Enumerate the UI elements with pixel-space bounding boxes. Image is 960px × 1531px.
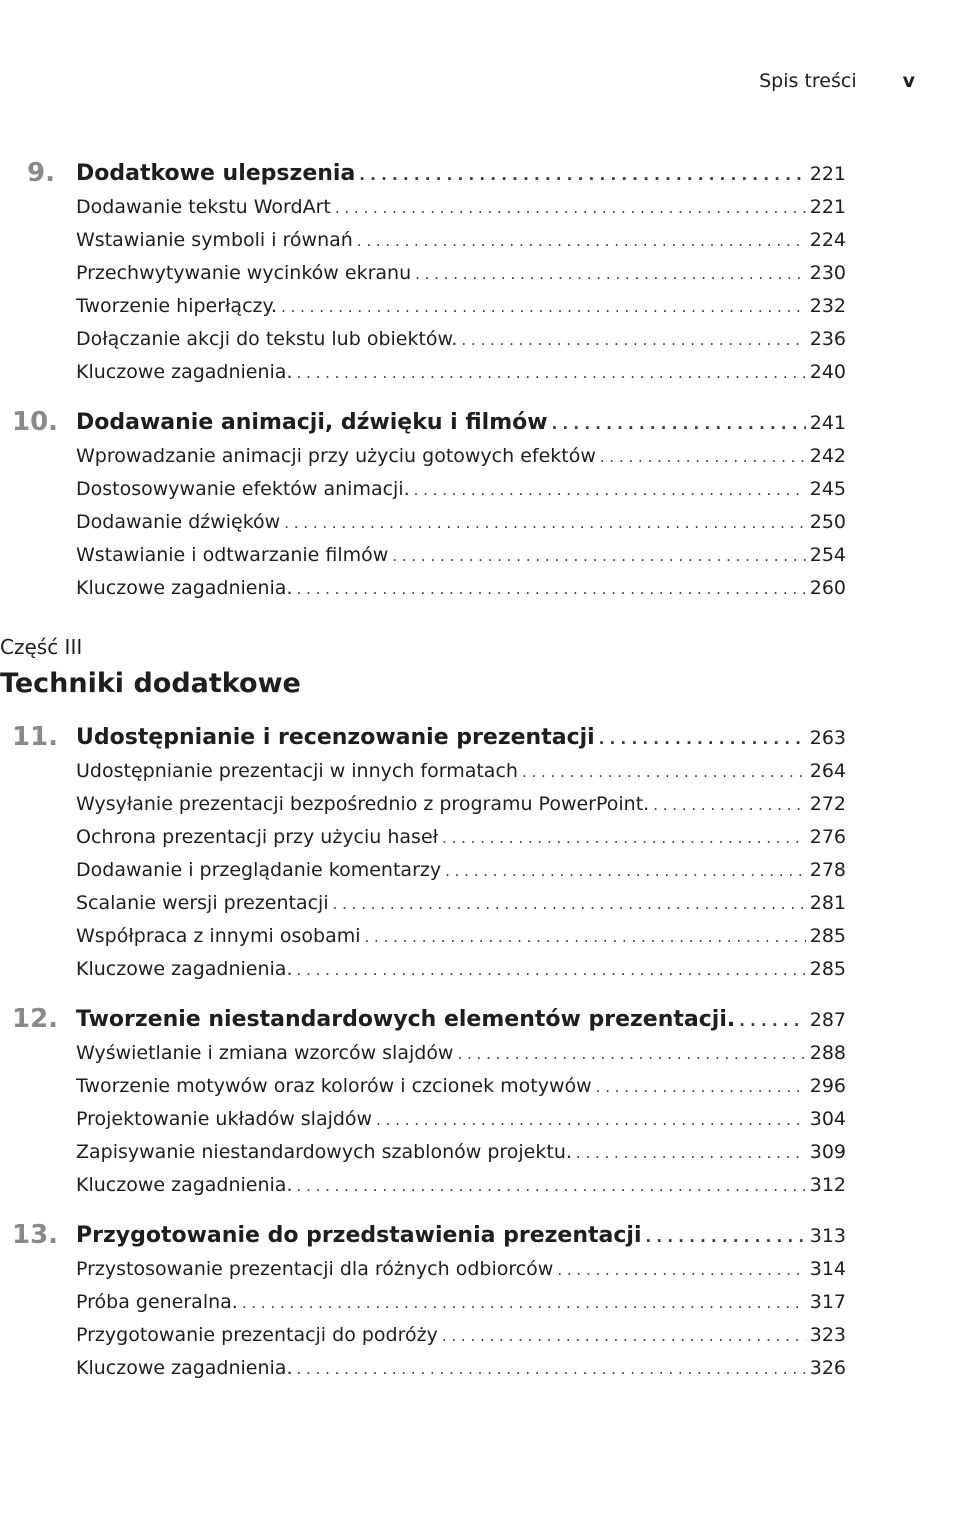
dot-leader — [522, 756, 806, 789]
toc-section-entry[interactable] — [76, 440, 846, 473]
section-title: Ochrona prezentacji przy użyciu haseł — [76, 826, 439, 848]
page-number: 272 — [809, 793, 846, 815]
chapter-number: 9. — [27, 158, 55, 188]
toc-section-entry[interactable] — [76, 1319, 846, 1352]
chapter-title: Dodatkowe ulepszenia — [76, 161, 356, 186]
section-title: Kluczowe zagadnienia. — [76, 1357, 293, 1379]
toc-section-entry[interactable] — [76, 191, 846, 224]
page-number: 254 — [809, 544, 846, 566]
page-number: 314 — [809, 1258, 846, 1280]
section-title: Tworzenie motywów oraz kolorów i czcionek motywów — [76, 1075, 592, 1097]
page-number: 232 — [809, 295, 846, 317]
dot-leader — [646, 1221, 806, 1254]
toc-section-entry[interactable] — [76, 1103, 846, 1136]
section-title: Dołączanie akcji do tekstu lub obiektów. — [76, 328, 458, 350]
section-title: Zapisywanie niestandardowych szablonów projektu. — [76, 1141, 572, 1163]
section-title: Dodawanie tekstu WordArt — [76, 196, 331, 218]
running-header — [759, 70, 915, 92]
dot-leader — [457, 1038, 805, 1071]
dot-leader — [392, 540, 805, 573]
section-title: Przechwytywanie wycinków ekranu — [76, 262, 412, 284]
section-title: Kluczowe zagadnienia. — [76, 577, 293, 599]
toc-section-entry[interactable] — [76, 539, 846, 572]
page-number: 285 — [809, 925, 846, 947]
chapter-title: Dodawanie animacji, dźwięku i filmów — [76, 410, 548, 435]
toc-section-entry[interactable] — [76, 887, 846, 920]
toc-section-entry[interactable] — [76, 1070, 846, 1103]
section-title: Wprowadzanie animacji przy użyciu gotowych efektów — [76, 445, 596, 467]
section-title: Tworzenie hiperłączy. — [76, 295, 278, 317]
page-number: 245 — [809, 478, 846, 500]
toc-section-entry[interactable] — [76, 1352, 846, 1385]
section-title: Dostosowywanie efektów animacji. — [76, 478, 410, 500]
page-number: 317 — [809, 1291, 846, 1313]
chapter-number: 11. — [12, 722, 59, 752]
page-number: 250 — [809, 511, 846, 533]
toc-section-entry[interactable] — [76, 506, 846, 539]
toc-section-entry[interactable] — [76, 953, 846, 986]
toc-section-entry[interactable] — [76, 356, 846, 389]
dot-leader — [357, 225, 806, 258]
toc-chapter-entry[interactable] — [76, 157, 846, 190]
dot-leader — [376, 1104, 806, 1137]
dot-leader — [552, 408, 806, 441]
dot-leader — [445, 855, 806, 888]
section-title: Kluczowe zagadnienia. — [76, 1174, 293, 1196]
dot-leader — [297, 1353, 806, 1386]
page-number: 287 — [809, 1009, 846, 1031]
section-title: Współpraca z innymi osobami — [76, 925, 361, 947]
chapter-title: Przygotowanie do przedstawienia prezentacji — [76, 1223, 642, 1248]
dot-leader — [442, 1320, 806, 1353]
toc-section-entry[interactable] — [76, 788, 846, 821]
page-number: 224 — [809, 229, 846, 251]
page-number: 276 — [809, 826, 846, 848]
page-number: 296 — [809, 1075, 846, 1097]
dot-leader — [281, 291, 806, 324]
page-number: 313 — [809, 1225, 846, 1247]
toc-section-entry[interactable] — [76, 1037, 846, 1070]
toc-section-entry[interactable] — [76, 1253, 846, 1286]
toc-chapter-entry[interactable] — [76, 406, 846, 439]
page-number: 309 — [809, 1141, 846, 1163]
section-title: Przygotowanie prezentacji do podróży — [76, 1324, 438, 1346]
running-header-title: Spis treści — [759, 70, 857, 92]
toc-section-entry[interactable] — [76, 1136, 846, 1169]
dot-leader — [333, 888, 806, 921]
dot-leader — [335, 192, 806, 225]
toc-section-entry[interactable] — [76, 854, 846, 887]
toc-section-entry[interactable] — [76, 473, 846, 506]
page-number: 230 — [809, 262, 846, 284]
dot-leader — [297, 357, 806, 390]
section-title: Kluczowe zagadnienia. — [76, 958, 293, 980]
dot-leader — [297, 1170, 806, 1203]
toc-section-entry[interactable] — [76, 290, 846, 323]
dot-leader — [297, 573, 806, 606]
dot-leader — [414, 474, 806, 507]
dot-leader — [442, 822, 806, 855]
page-number: 241 — [809, 412, 846, 434]
toc-section-entry[interactable] — [76, 1286, 846, 1319]
toc-section-entry[interactable] — [76, 920, 846, 953]
toc-chapter-entry[interactable] — [76, 1003, 846, 1036]
dot-leader — [242, 1287, 806, 1320]
page-number: 285 — [809, 958, 846, 980]
toc-chapter-entry[interactable] — [76, 721, 846, 754]
page-number: 264 — [809, 760, 846, 782]
toc-section-entry[interactable] — [76, 257, 846, 290]
chapter-title: Udostępnianie i recenzowanie prezentacji — [76, 725, 595, 750]
chapter-number: 10. — [12, 407, 59, 437]
section-title: Projektowanie układów slajdów — [76, 1108, 373, 1130]
page-number: 323 — [809, 1324, 846, 1346]
dot-leader — [284, 507, 806, 540]
dot-leader — [415, 258, 806, 291]
page-number: 288 — [809, 1042, 846, 1064]
page-number: 242 — [809, 445, 846, 467]
page-number: 304 — [809, 1108, 846, 1130]
section-title: Dodawanie i przeglądanie komentarzy — [76, 859, 442, 881]
page-number: 221 — [809, 163, 846, 185]
page-number: 260 — [809, 577, 846, 599]
toc-section-entry[interactable] — [76, 755, 846, 788]
chapter-number: 13. — [12, 1220, 59, 1250]
toc-section-entry[interactable] — [76, 323, 846, 356]
section-title: Próba generalna. — [76, 1291, 238, 1313]
page-numeral: v — [902, 70, 915, 92]
toc-section-entry[interactable] — [76, 572, 846, 605]
chapter-title: Tworzenie niestandardowych elementów prezentacji. — [76, 1007, 736, 1032]
toc-chapter-entry[interactable] — [76, 1219, 846, 1252]
section-title: Kluczowe zagadnienia. — [76, 361, 293, 383]
page-number: 278 — [809, 859, 846, 881]
part-label: Część III — [0, 635, 83, 659]
page-number: 240 — [809, 361, 846, 383]
dot-leader — [557, 1254, 805, 1287]
section-title: Dodawanie dźwięków — [76, 511, 281, 533]
toc-section-entry[interactable] — [76, 224, 846, 257]
section-title: Scalanie wersji prezentacji — [76, 892, 329, 914]
page-number: 221 — [809, 196, 846, 218]
dot-leader — [359, 159, 805, 192]
section-title: Wstawianie i odtwarzanie filmów — [76, 544, 389, 566]
section-title: Wstawianie symboli i równań — [76, 229, 353, 251]
page-number: 326 — [809, 1357, 846, 1379]
toc-section-entry[interactable] — [76, 821, 846, 854]
section-title: Wysyłanie prezentacji bezpośrednio z programu PowerPoint. — [76, 793, 650, 815]
dot-leader — [297, 954, 806, 987]
section-title: Udostępnianie prezentacji w innych formatach — [76, 760, 518, 782]
dot-leader — [653, 789, 806, 822]
page-number: 236 — [809, 328, 846, 350]
section-title: Wyświetlanie i zmiana wzorców slajdów — [76, 1042, 454, 1064]
page-number: 312 — [809, 1174, 846, 1196]
page-number: 263 — [809, 727, 846, 749]
toc-section-entry[interactable] — [76, 1169, 846, 1202]
dot-leader — [600, 441, 806, 474]
section-title: Przystosowanie prezentacji dla różnych odbiorców — [76, 1258, 554, 1280]
dot-leader — [365, 921, 806, 954]
dot-leader — [599, 723, 806, 756]
dot-leader — [461, 324, 805, 357]
dot-leader — [576, 1137, 806, 1170]
chapter-number: 12. — [12, 1004, 59, 1034]
page-number: 281 — [809, 892, 846, 914]
dot-leader — [596, 1071, 806, 1104]
part-title: Techniki dodatkowe — [0, 668, 301, 699]
dot-leader — [739, 1005, 806, 1038]
